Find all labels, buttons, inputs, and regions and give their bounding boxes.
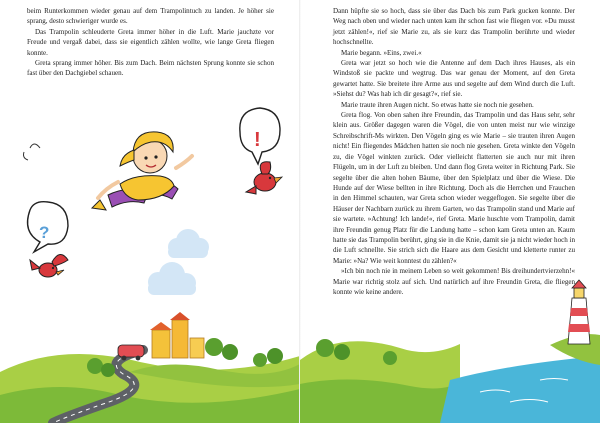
right-paragraph-5: Greta flog. Von oben sahen ihre Freundin, das Trampolin und das Haus sehr, sehr klein aus. Größer dagegen waren die Vögel, die von unten meist nur wie winzige Schreibschrift-Ms wirkten. Den Vögeln ging es wie Marie – sie trauten ihren Augen nicht! Ein fliegendes Mädchen hatten sie noch nie gesehen. Greta winkte den Vögeln zu, die Vögel winkten zurück. Oder vielleicht flatterten sie auch nur mit ihren Flügeln, um in der Luft zu bleiben. Und dann flog Greta weiter in Richtung Park. Sie segelte über die alten hohen Bäume, über den Spielplatz und über die Wiese. Die Hunde auf der Wiese bellten in ihre Richtung. Doch als die Herrchen und Frauchen in den Himmel schauten, war Greta schon wieder weggeflogen. Sie segelte über die Häuser der Nachbarn zurück zu ihrem Garten, wo das Trampolin stand und Marie auf sie wartete. »Achtung! Ich lande!«, rief Greta. Marie huschte vom Trampolin, damit ihre Freundin genug Platz für die Landung hatte – schon kam Greta unten an. Kaum hatte sie das Trampolin berührt, ging sie in die Knie, damit sie ja nicht wieder hoch in die Luft schnellte. Sie strich sich die Haare aus dem Gesicht und kletterte runter zu Marie: »Na? Wie weit konntest du zählen?« [333, 111, 575, 265]
red-bird-icon [246, 162, 282, 194]
right-page-text [333, 6, 575, 297]
left-paragraph-2: Das Trampolin schleuderte Greta immer höher in die Luft. Marie jauchzte vor Freude und vergaß dabei, dass sie eigentlich zählen wollte, wie lange Greta fliegen konnte. [27, 27, 274, 57]
flying-girl [24, 132, 193, 210]
cloud-icon [148, 262, 196, 295]
landscape [300, 334, 600, 423]
right-paragraph-2: Marie begann. »Eins, zwei.« [341, 48, 422, 57]
red-bird-icon [30, 254, 68, 277]
left-paragraph-3: Greta sprang immer höher. Bis zum Dach. Beim nächsten Sprung konnte sie schon fast über den Dachgiebel schauen. [27, 59, 274, 78]
speech-bubble-exclamation [240, 108, 280, 164]
cloud-icon [168, 229, 209, 258]
right-paragraph-6: »Ich bin noch nie in meinem Leben so weit gekommen! Bis dreihundertvierzehn!« Marie war richtig stolz auf sich. Und natürlich auf ihre Freundin Greta, die fliegen konnte wie keine andere. [333, 267, 575, 296]
right-paragraph-1: Dann hüpfte sie so hoch, dass sie über das Dach bis zum Park gucken konnte. Der Weg nach oben und wieder nach unten kam ihr schon fast wie fliegen vor. »Du musst jetzt zählen!«, rief sie Marie zu, als sie kurz das Trampolin berührte und wieder hochschnellte. [333, 7, 575, 47]
landscape [0, 312, 300, 423]
right-paragraph-4: Marie traute ihren Augen nicht. So etwas hatte sie noch nie gesehen. [341, 100, 534, 109]
speech-bubble-question [28, 202, 68, 252]
left-paragraph-1: beim Runterkommen wieder genau auf dem Trampolintuch zu landen. Je höher sie sprang, desto schwieriger wurde es. [27, 7, 274, 26]
right-page [300, 0, 600, 423]
question-mark: ? [39, 223, 50, 242]
right-paragraph-3: Greta war jetzt so hoch wie die Antenne auf dem Dach ihres Hauses, als ein Windstoß sie packte und wegtrug. Das war genau der Moment, auf den Greta gewartet hatte. Sie breitete ihre Arme aus und segelte auf dem Wind durch die Luft. »Siehst du? Was hab ich dir gesagt?«, rief sie. [333, 59, 575, 99]
exclamation-mark: ! [254, 129, 261, 151]
